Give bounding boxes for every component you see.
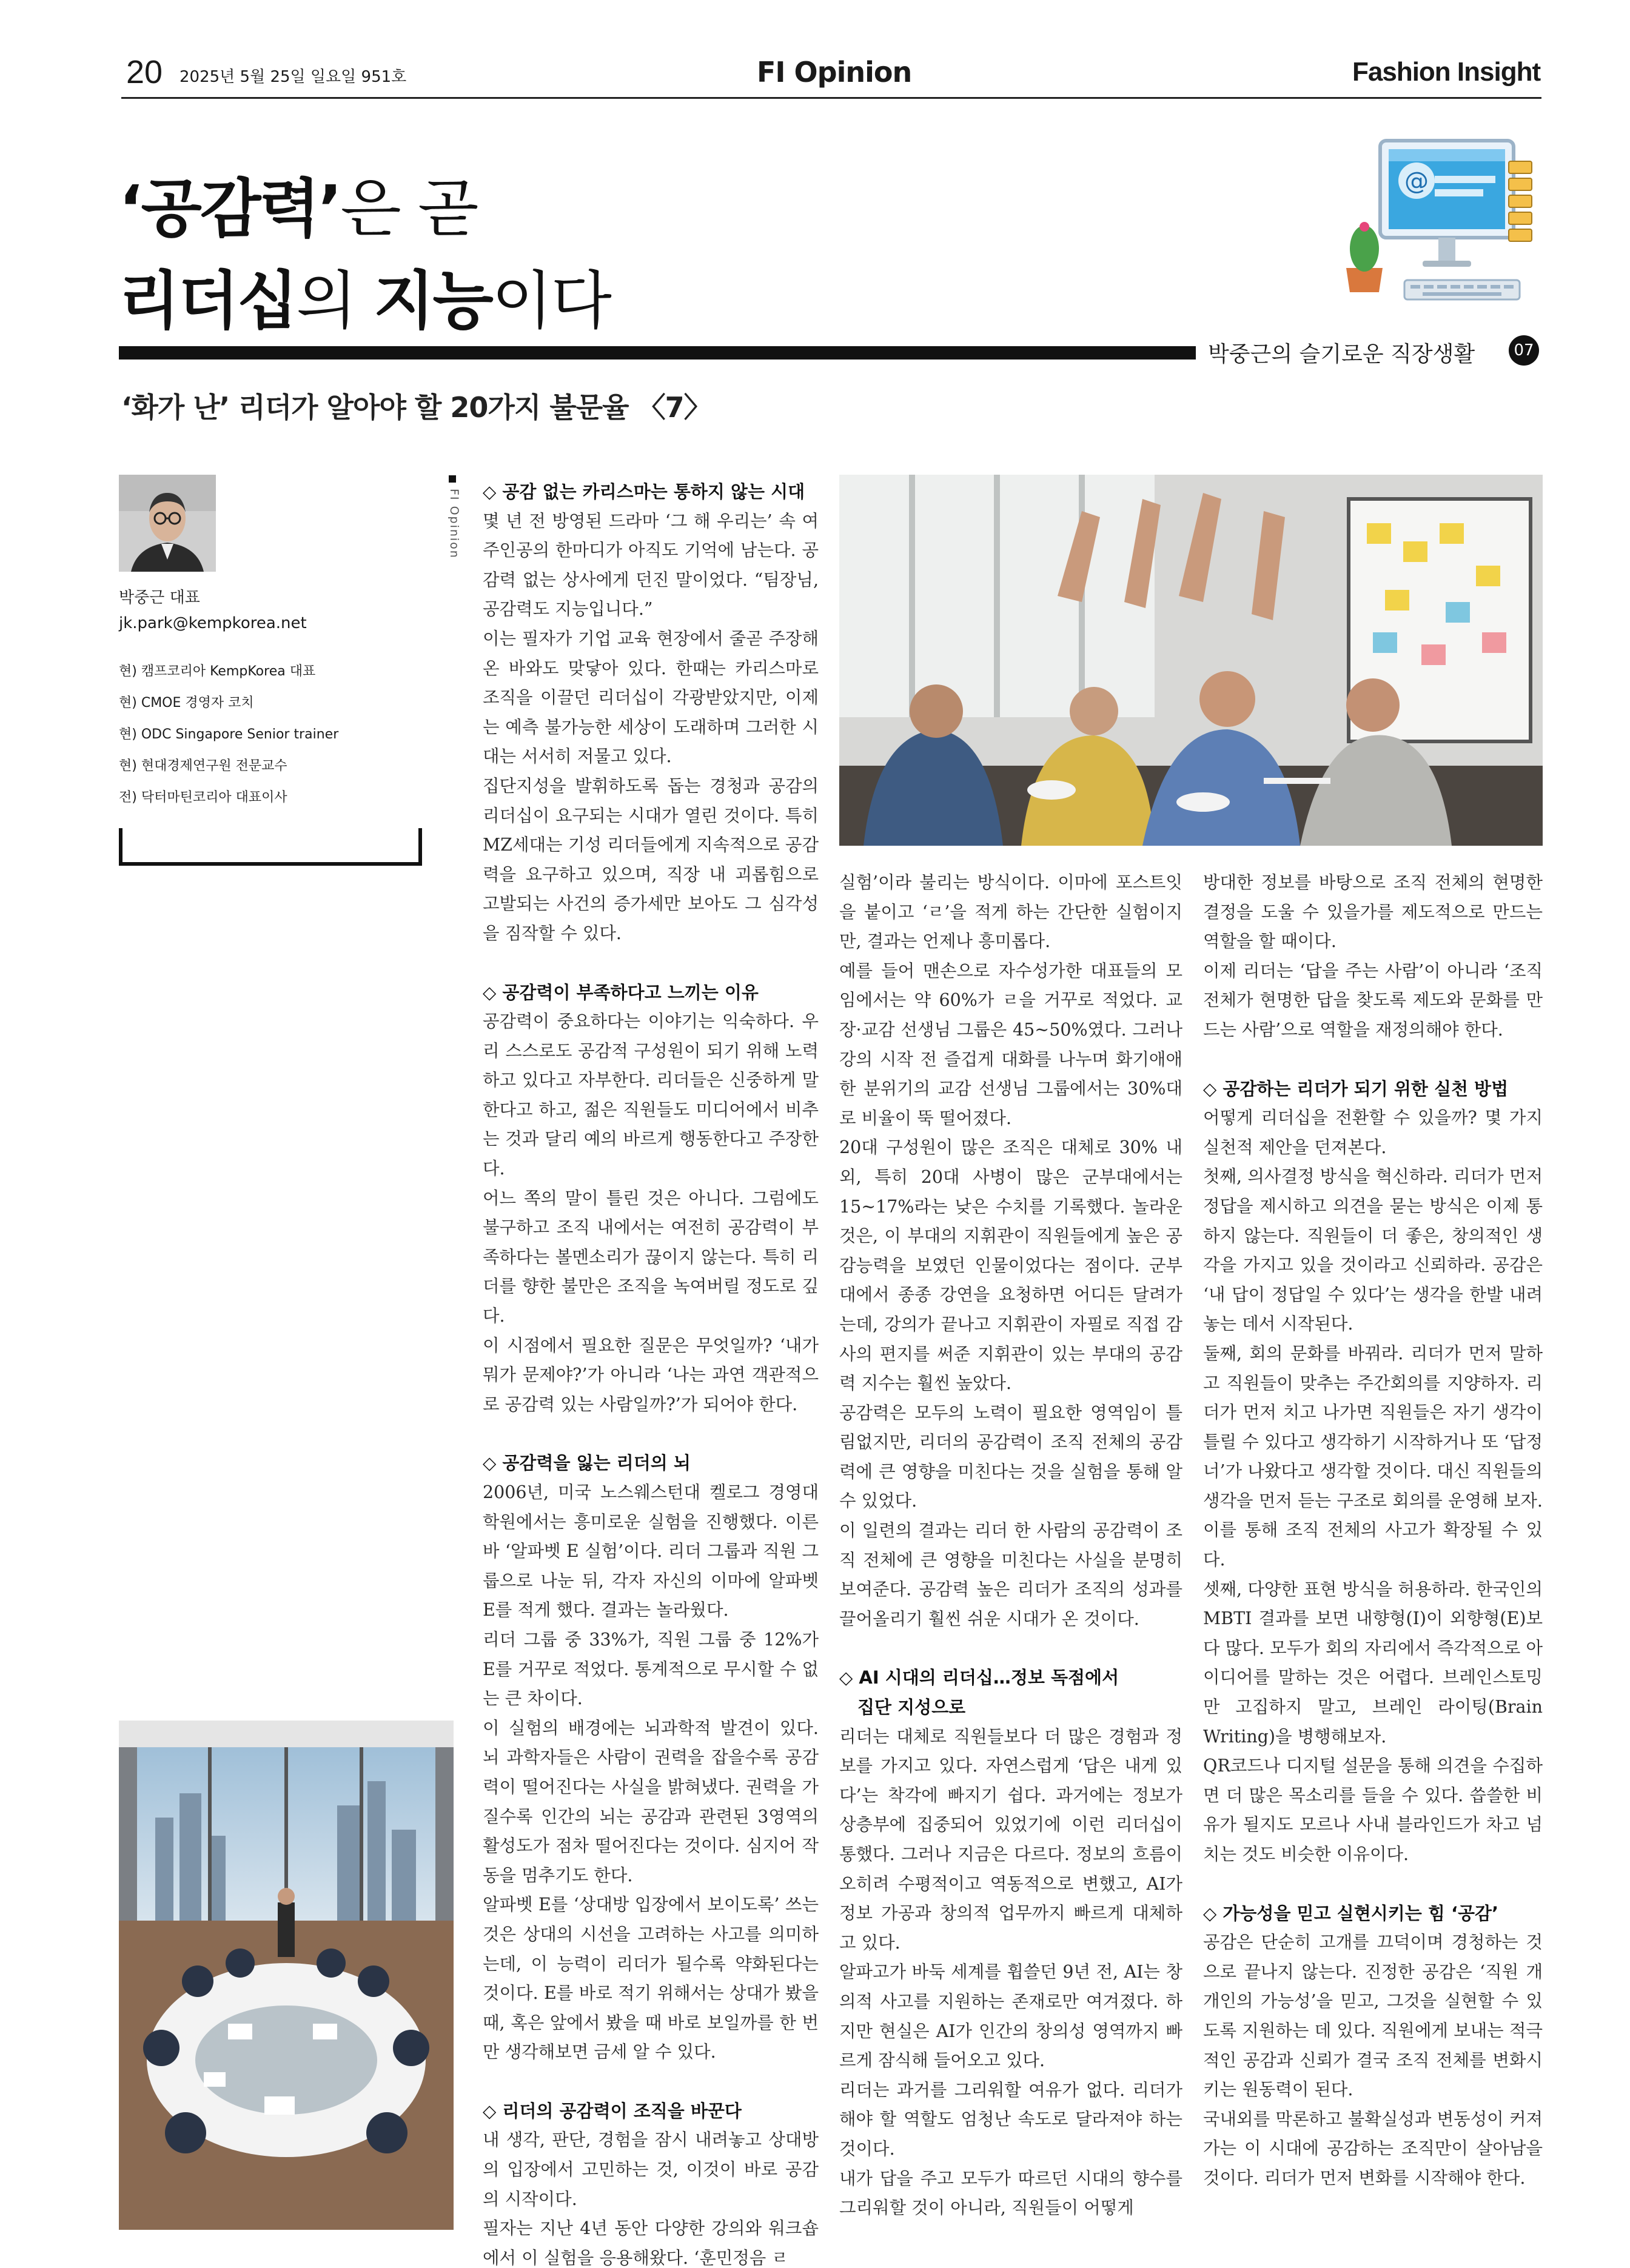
paragraph: 리더는 대체로 직원들보다 더 많은 경험과 정보를 가지고 있다. 자연스럽게 ‘답은 내게 있다’는 착각에 빠지기 쉽다. 과거에는 정보가 상층부에 집중되어 있었기에 이런 리더십이 통했다. 그러나 지금은 다르다. 정보의 흐름이 오히려 수평적이고 역동적으로 변했고, AI가 정보 가공과 창의적 업무까지 빠르게 대체하고 있다.: [839, 1726, 1182, 1953]
vertical-section-label: FI Opinion: [448, 489, 461, 559]
paragraph: 필자는 지난 4년 동안 다양한 강의와 워크숍에서 이 실험을 응용해왔다. ‘훈민정음 ㄹ: [483, 2218, 819, 2268]
paragraph: 이는 필자가 기업 교육 현장에서 줄곧 주장해온 바와도 맞닿아 있다. 한때는 카리스마로 조직을 이끌던 리더십이 각광받았지만, 이제는 예측 불가능한 세상이 도래하며 그러한 시대는 서서히 저물고 있다.: [483, 628, 819, 767]
credential-item: 현) 캠프코리아 KempKorea 대표: [119, 664, 316, 679]
section-heading: ◇ AI 시대의 리더십…정보 독점에서: [839, 1667, 1119, 1688]
paragraph: 몇 년 전 방영된 드라마 ‘그 해 우리는’ 속 여주인공의 한마디가 아직도 기억에 남는다. 공감력 없는 상사에게 던진 말이었다. “팀장님, 공감력도 지능입니다.”: [483, 510, 819, 620]
article-column-3: [1203, 868, 1543, 2229]
article-column-1: [483, 477, 819, 2268]
paragraph: 이 실험의 배경에는 뇌과학적 발견이 있다. 뇌 과학자들은 사람이 권력을 잡을수록 공감력이 떨어진다는 사실을 밝혀냈다. 권력을 가질수록 인간의 뇌는 공감과 관련된 3영역의 활성도가 점차 떨어진다는 것이다. 심지어 작동을 멈추기도 한다.: [483, 1718, 819, 1885]
section-heading: ◇ 공감하는 리더가 되기 위한 실천 방법: [1203, 1078, 1509, 1099]
header-rule: [121, 97, 1541, 99]
computer-illustration: [1332, 129, 1538, 310]
section-heading: 집단 지성으로: [857, 1697, 966, 1718]
article-column-2: [839, 868, 1182, 2229]
issue-date: 2025년 5월 25일 일요일 951호: [179, 68, 407, 86]
paragraph: 알파고가 바둑 세계를 휩쓸던 9년 전, AI는 창의적 사고를 지원하는 존재로만 여겨졌다. 하지만 현실은 AI가 인간의 창의성 영역까지 빠르게 잠식해 들어오고 있다.: [839, 1962, 1182, 2071]
paragraph: 셋째, 다양한 표현 방식을 허용하라. 한국인의 MBTI 결과를 보면 내향형(I)이 외향형(E)보다 많다. 모두가 회의 자리에서 즉각적으로 아이디어를 말하는 것은 어렵다. 브레인스토밍만 고집하지 말고, 브레인 라이팅(Brain Writing)을 병행해보자.: [1203, 1579, 1543, 1747]
paragraph: 리더 그룹 중 33%가, 직원 그룹 중 12%가 E를 거꾸로 적었다. 통계적으로 무시할 수 없는 큰 차이다.: [483, 1629, 819, 1709]
author-portrait: [119, 475, 216, 572]
paragraph: 공감은 단순히 고개를 끄덕이며 경청하는 것으로 끝나지 않는다. 진정한 공감은 ‘직원 개개인의 가능성’을 믿고, 그것을 실현할 수 있도록 지원하는 데 있다. 직원에게 보내는 적극적인 공감과 신뢰가 결국 조직 전체를 변화시키는 원동력이 된다.: [1203, 1932, 1543, 2100]
paragraph: 첫째, 의사결정 방식을 혁신하라. 리더가 먼저 정답을 제시하고 의견을 묻는 방식은 이제 통하지 않는다. 직원들이 더 좋은, 창의적인 생각을 가지고 있을 것이라고 신뢰하라. 공감은 ‘내 답이 정답일 수 있다’는 생각을 한발 내려놓는 데서 시작된다.: [1203, 1166, 1543, 1334]
section-mark: [449, 475, 456, 483]
paragraph: 이 일련의 결과는 리더 한 사람의 공감력이 조직 전체에 큰 영향을 미친다는 사실을 분명히 보여준다. 공감력 높은 리더가 조직의 성과를 끌어올리기 훨씬 쉬운 시대가 온 것이다.: [839, 1520, 1182, 1629]
paragraph: 국내외를 막론하고 불확실성과 변동성이 커져가는 이 시대에 공감하는 조직만이 살아남을 것이다. 리더가 먼저 변화를 시작해야 한다.: [1203, 2109, 1543, 2188]
paragraph: 예를 들어 맨손으로 자수성가한 대표들의 모임에서는 약 60%가 ㄹ을 거꾸로 적었다. 교장·교감 선생님 그룹은 45~50%였다. 그러나 강의 시작 전 즐겁게 대화를 나누며 화기애애한 분위기의 교감 선생님 그룹에서는 30%대로 비율이 뚝 떨어졌다.: [839, 960, 1182, 1128]
series-title: 박중근의 슬기로운 직장생활: [1208, 342, 1475, 367]
author-email[interactable]: jk.park@kempkorea.net: [119, 614, 307, 632]
paragraph: QR코드나 디지털 설문을 통해 의견을 수집하면 더 많은 목소리를 들을 수 있다. 씁쓸한 비유가 될지도 모르나 사내 블라인드가 차고 넘치는 것도 비슷한 이유이다.: [1203, 1756, 1543, 1864]
paragraph: 2006년, 미국 노스웨스턴대 켈로그 경영대학원에서는 흥미로운 실험을 진행했다. 이른바 ‘알파벳 E 실험’이다. 리더 그룹과 직원 그룹으로 나눈 뒤, 각자 자신의 이마에 알파벳 E를 적게 했다. 결과는 놀라웠다.: [483, 1482, 819, 1621]
headline-rule: [119, 346, 1196, 360]
credential-item: 현) ODC Singapore Senior trainer: [119, 727, 339, 742]
page-number: 20: [126, 54, 163, 90]
paragraph: 이제 리더는 ‘답을 주는 사람’이 아니라 ‘조직 전체가 현명한 답을 찾도록 제도와 문화를 만드는 사람’으로 역할을 재정의해야 한다.: [1203, 960, 1543, 1040]
paragraph: 실험’이라 불리는 방식이다. 이마에 포스트잇을 붙이고 ‘ㄹ’을 적게 하는 간단한 실험이지만, 결과는 언제나 흥미롭다.: [839, 872, 1182, 952]
paragraph: 리더는 과거를 그리워할 여유가 없다. 리더가 해야 할 역할도 엄청난 속도로 달라져야 하는 것이다.: [839, 2079, 1182, 2159]
paragraph: 집단지성을 발휘하도록 돕는 경청과 공감의 리더십이 요구되는 시대가 열린 것이다. 특히 MZ세대는 기성 리더들에게 지속적으로 공감력을 요구하고 있으며, 직장 내 괴롭힘으로 고발되는 사건의 증가세만 보아도 그 심각성을 짐작할 수 있다.: [483, 775, 819, 943]
author-box-bracket: [119, 828, 422, 866]
paragraph: 어떻게 리더십을 전환할 수 있을까? 몇 가지 실천적 제안을 던져본다.: [1203, 1108, 1543, 1157]
paragraph: 이 시점에서 필요한 질문은 무엇일까? ‘내가 뭐가 문제야?’가 아니라 ‘나는 과연 객관적으로 공감력 있는 사람일까?’가 되어야 한다.: [483, 1335, 819, 1414]
paragraph: 내 생각, 판단, 경험을 잠시 내려놓고 상대방의 입장에서 고민하는 것, 이것이 바로 공감의 시작이다.: [483, 2130, 819, 2209]
section-name: FI Opinion: [757, 56, 912, 89]
team-high-five-photo: [839, 475, 1543, 846]
section-heading: ◇ 리더의 공감력이 조직을 바꾼다: [483, 2100, 742, 2121]
paragraph: 방대한 정보를 바탕으로 조직 전체의 현명한 결정을 도울 수 있을가를 제도적으로 만드는 역할을 할 때이다.: [1203, 872, 1543, 952]
credential-item: 전) 닥터마틴코리아 대표이사: [119, 790, 287, 805]
section-heading: ◇ 공감 없는 카리스마는 통하지 않는 시대: [483, 481, 805, 502]
paragraph: 어느 쪽의 말이 틀린 것은 아니다. 그럼에도 불구하고 조직 내에서는 여전히 공감력이 부족하다는 볼멘소리가 끊이지 않는다. 특히 리더를 향한 불만은 조직을 녹여버릴 정도로 깊다.: [483, 1188, 819, 1326]
paragraph: 20대 구성원이 많은 조직은 대체로 30% 내외, 특히 20대 사병이 많은 군부대에서는 15~17%라는 낮은 수치를 기록했다. 놀라운 것은, 이 부대의 지휘관이 직원들에게 높은 공감능력을 보였던 인물이었다는 점이다. 군부대에서 종종 강연을 요청하면 어디든 달려가는데, 강의가 끝나고 지휘관이 자필로 직접 감사의 편지를 써준 지휘관이 있는 부대의 공감력 지수는 훨씬 높았다.: [839, 1137, 1182, 1394]
paragraph: 알파벳 E를 ‘상대방 입장에서 보이도록’ 쓰는 것은 상대의 시선을 고려하는 사고를 의미하는데, 이 능력이 리더가 될수록 약화된다는 것이다. E를 바로 적기 위해서는 상대가 봤을 때, 혹은 앞에서 봤을 때 바로 보일까를 한 번만 생각해보면 금세 알 수 있다.: [483, 1895, 819, 2062]
section-heading: ◇ 공감력이 부족하다고 느끼는 이유: [483, 982, 759, 1003]
credential-item: 현) CMOE 경영자 코치: [119, 695, 254, 711]
headline-line-2: 리더십의 지능이다: [119, 264, 610, 338]
publication-logo: Fashion Insight: [1352, 57, 1541, 87]
author-name: 박중근 대표: [119, 589, 200, 607]
credential-item: 현) 현대경제연구원 전문교수: [119, 758, 287, 774]
article-subtitle: ‘화가 난’ 리더가 알아야 할 20가지 불문율 〈7〉: [121, 391, 711, 424]
author-credentials: [119, 656, 338, 814]
paragraph: 공감력이 중요하다는 이야기는 익숙하다. 우리 스스로도 공감적 구성원이 되기 위해 노력하고 있다고 자부한다. 리더들은 신중하게 말한다고 하고, 젊은 직원들도 미디어에서 비추는 것과 달리 예의 바르게 행동한다고 주장한다.: [483, 1011, 819, 1179]
series-number-badge: 07: [1509, 335, 1539, 366]
paragraph: 둘째, 회의 문화를 바꿔라. 리더가 먼저 말하고 직원들이 맞추는 주간회의를 지양하자. 리더가 먼저 치고 나가면 직원들은 자기 생각이 틀릴 수 있다고 생각하기 시작하거나 또 ‘답정너’가 나왔다고 생각할 것이다. 대신 직원들의 생각을 먼저 듣는 구조로 회의를 운영해 보자. 이를 통해 조직 전체의 사고가 확장될 수 있다.: [1203, 1343, 1543, 1570]
svg-text:@: @: [1404, 167, 1429, 195]
paragraph: 내가 답을 주고 모두가 따르던 시대의 향수를 그리워할 것이 아니라, 직원들이 어떻게: [839, 2168, 1182, 2218]
section-heading: ◇ 가능성을 믿고 실현시키는 힘 ‘공감’: [1203, 1902, 1499, 1924]
meeting-room-photo: [119, 1721, 454, 2230]
paragraph: 공감력은 모두의 노력이 필요한 영역임이 틀림없지만, 리더의 공감력이 조직 전체의 공감력에 큰 영향을 미친다는 것을 실험을 통해 알 수 있었다.: [839, 1402, 1182, 1511]
section-heading: ◇ 공감력을 잃는 리더의 뇌: [483, 1453, 691, 1474]
headline-line-1: ‘공감력’은 곧: [119, 172, 477, 246]
